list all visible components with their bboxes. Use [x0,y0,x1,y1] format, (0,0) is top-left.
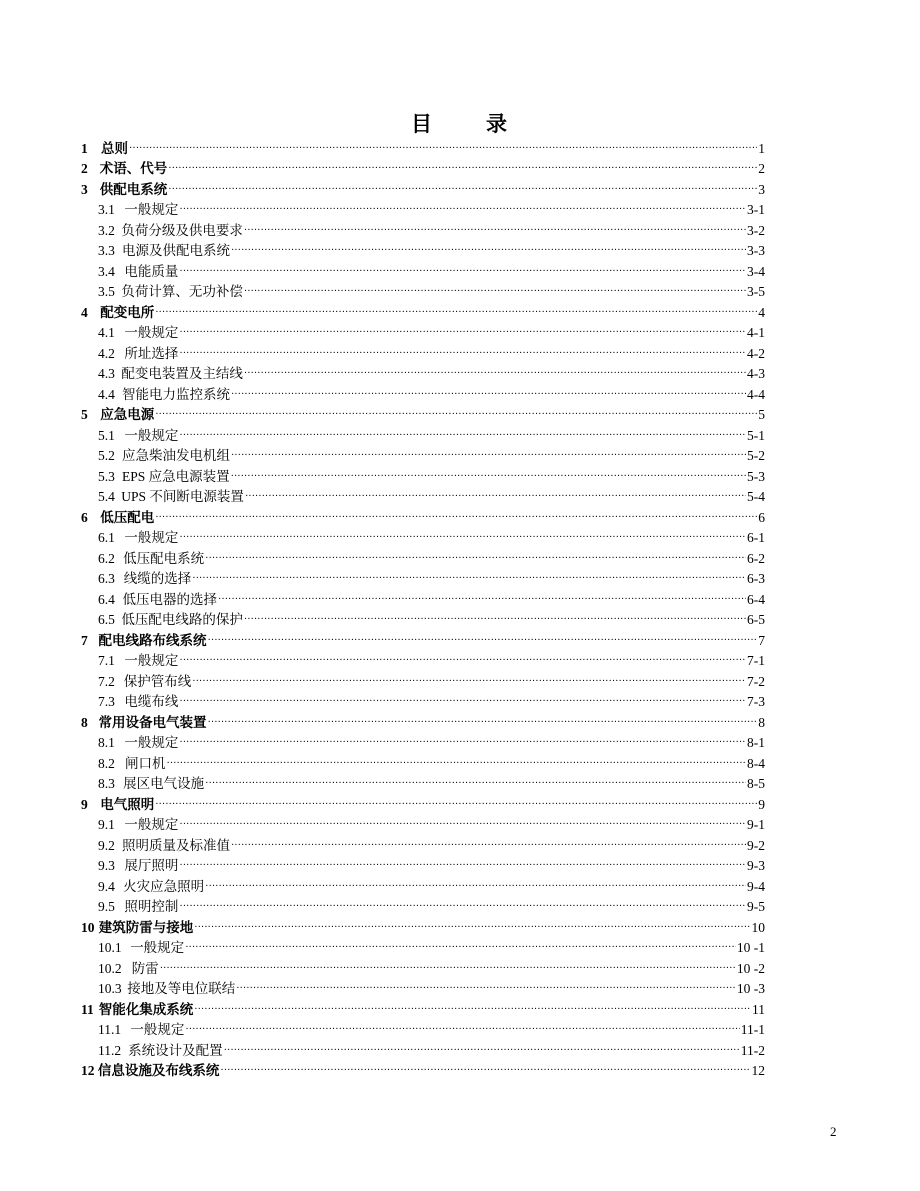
toc-entry-number: 6.1 [98,530,115,545]
toc-section-entry[interactable] [81,751,765,772]
toc-dot-leader [168,159,757,177]
toc-entry-number: 3.5 [98,284,115,299]
toc-entry-page: 7-1 [747,653,765,668]
toc-entry-title: 配变电所 [100,304,155,320]
toc-dot-leader [185,938,736,956]
toc-entry-title: 系统设计及配置 [128,1042,223,1058]
toc-entry-title: 一般规定 [124,325,179,340]
page-number: 2 [830,1124,837,1139]
toc-entry-page: 11 [752,1001,765,1017]
toc-dot-leader [218,590,746,608]
toc-chapter-entry[interactable] [81,915,765,936]
toc-entry-page: 6-2 [747,550,765,566]
toc-dot-leader [208,713,758,731]
toc-section-entry[interactable] [81,444,765,465]
toc-entry-number: 10.1 [98,940,122,955]
toc-dot-leader [244,364,746,382]
toc-entry-title: 总则 [101,140,129,156]
toc-dot-leader [179,200,746,218]
toc-section-entry[interactable] [81,731,765,752]
toc-entry-title: 一般规定 [124,735,179,750]
toc-dot-leader [231,241,746,259]
toc-entry-title: 一般规定 [124,817,179,832]
toc-entry-number: 7.2 [98,673,115,689]
toc-entry-number: 9.2 [98,837,115,853]
toc-dot-leader [179,692,746,710]
toc-dot-leader [185,1020,739,1038]
toc-dot-leader [179,651,746,669]
toc-dot-leader [160,959,736,977]
toc-entry-page: 6-4 [747,591,765,607]
toc-dot-leader [244,221,746,239]
toc-entry-number: 5.1 [98,427,115,443]
toc-section-entry[interactable] [81,198,765,219]
toc-section-entry[interactable] [81,956,765,977]
toc-entry-title: 电能质量 [124,263,179,279]
toc-entry-title: 智能化集成系统 [98,1001,194,1017]
toc-entry-title: 负荷计算、无功补偿 [121,284,243,299]
toc-entry-page: 7 [758,632,765,648]
toc-chapter-entry[interactable] [81,505,765,526]
toc-dot-leader [205,549,746,567]
toc-dot-leader [220,1061,750,1079]
toc-section-entry[interactable] [81,690,765,711]
toc-entry-title: 信息设施及布线系统 [97,1063,220,1078]
toc-section-entry[interactable] [81,1018,765,1039]
toc-entry-page: 10 -1 [736,940,765,955]
toc-dot-leader [179,528,746,546]
toc-entry-title: 电气照明 [100,796,155,812]
toc-entry-title: 保护管布线 [123,673,192,689]
toc-entry-page: 3-3 [747,243,765,258]
toc-entry-number: 8.2 [98,755,115,771]
toc-entry-title: 一般规定 [124,427,179,443]
toc-section-entry[interactable] [81,321,765,342]
toc-entry-page: 1 [758,140,765,156]
toc-dot-leader [179,856,746,874]
toc-dot-leader [194,918,750,936]
toc-dot-leader [208,631,758,649]
toc-section-entry[interactable] [81,485,765,506]
toc-entry-number: 4 [81,304,88,320]
toc-entry-page: 4-1 [747,325,765,340]
toc-dot-leader [179,426,746,444]
toc-section-entry[interactable] [81,1038,765,1059]
toc-entry-page: 5-2 [747,448,765,463]
toc-entry-number: 3.4 [98,263,115,279]
toc-section-entry[interactable] [81,649,765,670]
toc-entry-number: 9.4 [98,878,115,894]
toc-entry-title: 应急柴油发电机组 [121,448,230,463]
page-title [0,108,920,138]
toc-dot-leader [231,836,746,854]
toc-entry-page: 8 [758,714,765,730]
toc-section-entry[interactable] [81,382,765,403]
toc-entry-number: 9.3 [98,858,115,873]
toc-dot-leader [155,795,757,813]
toc-entry-title: 照明质量及标准值 [121,837,230,853]
toc-entry-page: 9-4 [747,878,765,894]
toc-section-entry[interactable] [81,362,765,383]
toc-section-entry[interactable] [81,464,765,485]
toc-chapter-entry[interactable] [81,300,765,321]
toc-entry-page: 3-1 [747,202,765,217]
toc-entry-page: 10 -3 [736,981,765,996]
toc-entry-number: 11.2 [98,1042,122,1058]
toc-entry-title: 应急电源 [100,407,155,422]
toc-section-entry[interactable] [81,218,765,239]
toc-entry-number: 7 [81,632,88,648]
toc-entry-title: EPS 应急电源装置 [121,468,230,484]
toc-entry-number: 10.3 [98,981,122,996]
toc-section-entry[interactable] [81,546,765,567]
toc-section-entry[interactable] [81,239,765,260]
toc-entry-title: 低压配电 [100,509,155,525]
toc-entry-page: 5-4 [747,489,765,504]
toc-dot-leader [244,282,746,300]
toc-entry-number: 6.2 [98,550,115,566]
toc-section-entry[interactable] [81,608,765,629]
title-char-right: 录 [486,112,509,136]
toc-entry-page: 9-2 [747,837,765,853]
toc-dot-leader [179,344,746,362]
toc-chapter-entry[interactable] [81,403,765,424]
toc-section-entry[interactable] [81,813,765,834]
toc-entry-page: 4-3 [747,366,765,381]
toc-dot-leader [168,180,757,198]
toc-entry-page: 7-2 [747,673,765,689]
toc-entry-number: 3.1 [98,202,115,217]
toc-entry-title: 常用设备电气装置 [98,714,207,730]
toc-entry-page: 8-5 [747,776,765,791]
toc-entry-page: 7-3 [747,694,765,709]
toc-entry-page: 3-5 [747,284,765,299]
toc-entry-page: 8-1 [747,735,765,750]
toc-entry-number: 7.1 [98,653,115,668]
toc-entry-page: 4-2 [747,345,765,361]
toc-entry-title: 配变电装置及主结线 [121,366,243,381]
toc-entry-number: 2 [81,161,88,176]
toc-entry-page: 12 [751,1063,765,1078]
toc-entry-page: 6 [758,509,765,525]
toc-section-entry[interactable] [81,423,765,444]
toc-entry-number: 3.2 [98,222,115,238]
toc-entry-page: 5-1 [747,427,765,443]
toc-entry-title: 防雷 [131,960,159,976]
toc-dot-leader [166,754,746,772]
toc-entry-page: 9-3 [747,858,765,873]
toc-chapter-entry[interactable] [81,1059,765,1080]
toc-entry-title: 闸口机 [124,755,166,771]
toc-entry-title: 一般规定 [124,530,179,545]
toc-entry-title: 照明控制 [124,899,179,914]
toc-entry-number: 11 [81,1001,94,1017]
toc-section-entry[interactable] [81,936,765,957]
toc-chapter-entry[interactable] [81,997,765,1018]
toc-entry-page: 5-3 [747,468,765,484]
toc-section-entry[interactable] [81,280,765,301]
toc-entry-number: 9 [81,796,88,812]
toc-dot-leader [179,323,746,341]
toc-entry-number: 8.1 [98,735,115,750]
toc-entry-page: 8-4 [747,755,765,771]
toc-dot-leader [155,405,757,423]
toc-entry-number: 6.4 [98,591,115,607]
toc-entry-page: 6-1 [747,530,765,545]
toc-entry-number: 10 [81,919,95,935]
toc-section-entry[interactable] [81,895,765,916]
toc-section-entry[interactable] [81,854,765,875]
toc-entry-page: 9-1 [747,817,765,832]
toc-entry-number: 4.1 [98,325,115,340]
toc-entry-number: 9.1 [98,817,115,832]
toc-section-entry[interactable] [81,526,765,547]
toc-chapter-entry[interactable] [81,136,765,157]
toc-entry-title: 低压配电线路的保护 [121,612,243,627]
title-char-left: 目 [411,112,434,136]
toc-entry-title: 智能电力监控系统 [121,386,230,402]
toc-section-entry[interactable] [81,341,765,362]
toc-dot-leader [179,262,746,280]
toc-dot-leader [231,467,746,485]
toc-entry-title: 接地及等电位联结 [127,981,236,996]
toc-dot-leader [245,487,746,505]
toc-dot-leader [179,815,746,833]
toc-dot-leader [231,446,746,464]
toc-entry-title: 供配电系统 [99,181,168,197]
toc-entry-title: 一般规定 [130,1022,185,1037]
toc-entry-page: 4-4 [747,386,765,402]
toc-dot-leader [192,569,746,587]
toc-entry-title: 术语、代号 [99,161,168,176]
toc-entry-title: 电缆布线 [124,694,179,709]
toc-entry-page: 5 [758,407,765,422]
toc-entry-number: 11.1 [98,1022,122,1037]
toc-entry-number: 6.5 [98,612,115,627]
toc-entry-title: 所址选择 [124,345,179,361]
toc-entry-number: 8 [81,714,88,730]
toc-entry-page: 2 [758,161,765,176]
toc-entry-number: 1 [81,140,88,156]
toc-chapter-entry[interactable] [81,628,765,649]
toc-entry-title: 线缆的选择 [123,571,192,586]
toc-entry-title: 一般规定 [124,202,179,217]
toc-entry-page: 3-2 [747,222,765,238]
toc-entry-number: 9.5 [98,899,115,914]
toc-section-entry[interactable] [81,567,765,588]
toc-section-entry[interactable] [81,833,765,854]
toc-entry-page: 9 [758,796,765,812]
toc-entry-number: 4.2 [98,345,115,361]
toc-entry-title: 火灾应急照明 [123,878,205,894]
toc-dot-leader [129,139,757,157]
toc-dot-leader [192,672,746,690]
toc-entry-number: 6.3 [98,571,115,586]
toc-chapter-entry[interactable] [81,792,765,813]
toc-entry-page: 10 -2 [736,960,765,976]
toc-entry-page: 11-2 [740,1042,765,1058]
toc-entry-number: 7.3 [98,694,115,709]
toc-entry-number: 6 [81,509,88,525]
toc-entry-title: 建筑防雷与接地 [98,919,194,935]
toc-section-entry[interactable] [81,669,765,690]
toc-chapter-entry[interactable] [81,157,765,178]
toc-entry-number: 4.4 [98,386,115,402]
toc-entry-title: 展厅照明 [124,858,179,873]
toc-entry-number: 4.3 [98,366,115,381]
toc-entry-page: 9-5 [747,899,765,914]
toc-section-entry[interactable] [81,587,765,608]
toc-entry-number: 5.2 [98,448,115,463]
toc-chapter-entry[interactable] [81,710,765,731]
toc-entry-page: 6-5 [747,612,765,627]
toc-entry-title: 展区电气设施 [123,776,205,791]
toc-entry-number: 3.3 [98,243,115,258]
toc-entry-title: UPS 不间断电源装置 [121,489,244,504]
toc-dot-leader [244,610,746,628]
toc-dot-leader [194,1000,751,1018]
toc-dot-leader [224,1041,740,1059]
toc-dot-leader [231,385,746,403]
toc-dot-leader [179,733,746,751]
toc-section-entry[interactable] [81,772,765,793]
toc-entry-title: 配电线路布线系统 [98,632,207,648]
toc-dot-leader [179,897,746,915]
toc-entry-title: 低压电器的选择 [122,591,218,607]
toc-entry-page: 10 [751,919,765,935]
table-of-contents [81,136,765,1079]
toc-section-entry[interactable] [81,874,765,895]
toc-entry-page: 11-1 [740,1022,765,1037]
toc-entry-title: 低压配电系统 [123,550,205,566]
toc-entry-page: 4 [758,304,765,320]
toc-entry-number: 3 [81,181,88,197]
toc-entry-page: 3 [758,181,765,197]
toc-entry-number: 5.4 [98,489,115,504]
toc-entry-title: 负荷分级及供电要求 [121,222,243,238]
toc-entry-page: 3-4 [747,263,765,279]
toc-section-entry[interactable] [81,259,765,280]
toc-entry-title: 电源及供配电系统 [121,243,230,258]
toc-chapter-entry[interactable] [81,177,765,198]
toc-entry-number: 10.2 [98,960,122,976]
toc-section-entry[interactable] [81,977,765,998]
toc-entry-number: 5.3 [98,468,115,484]
toc-entry-title: 一般规定 [124,653,179,668]
toc-dot-leader [205,774,746,792]
toc-entry-title: 一般规定 [130,940,185,955]
toc-dot-leader [155,508,757,526]
toc-dot-leader [236,979,736,997]
toc-dot-leader [205,877,746,895]
toc-entry-number: 5 [81,407,88,422]
toc-entry-number: 8.3 [98,776,115,791]
toc-dot-leader [155,303,757,321]
toc-entry-number: 12 [81,1063,95,1078]
toc-entry-page: 6-3 [747,571,765,586]
